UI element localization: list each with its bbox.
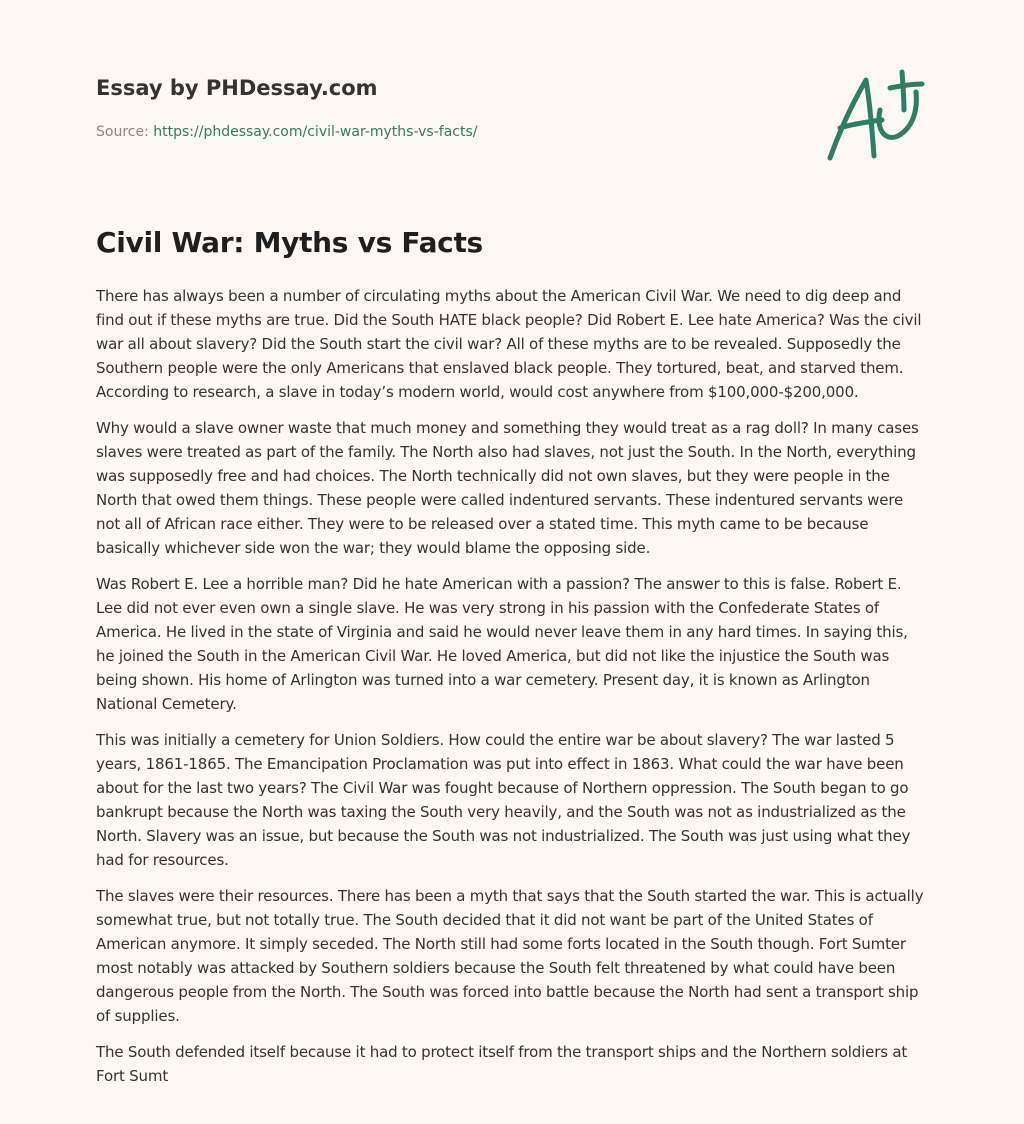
essay-paragraph: The South defended itself because it had to protect itself from the transport ships and the Northern soldiers at Fort Sumt (96, 1043, 908, 1085)
essay-paragraph: This was initially a cemetery for Union Soldiers. How could the entire war be about slavery? The war lasted 5 years, 1861-1865. The Emancipation Proclamation was put into effect in 1863. What could the war have been about for the last two years? The Civil War was fought because of Northern oppression. The South began to go bankrupt because the North was taxing the South very heavily, and the South was not as industrialized as the North. Slavery was an issue, but because the South was not industrialized. The South was just using what they had for resources. (96, 731, 911, 869)
essay-body (96, 284, 928, 1100)
essay-paragraph: There has always been a number of circulating myths about the American Civil War. We need to dig deep and find out if these myths are true. Did the South HATE black people? Did Robert E. Lee hate America? Was the civil war all about slavery? Did the South start the civil war? All of these myths are to be revealed. Supposedly the Southern people were the only Americans that enslaved black people. They tortured, beat, and starved them. According to research, a slave in today’s modern world, would cost anywhere from $100,000-$200,000. (96, 287, 922, 401)
source-line (96, 124, 477, 140)
a-plus-logo-icon (818, 68, 928, 168)
essay-paragraph: Was Robert E. Lee a horrible man? Did he hate American with a passion? The answer to this is false. Robert E. Lee did not ever even own a single slave. He was very strong in his passion with the Confederate States of America. He lived in the state of Virginia and said he would never leave them in any hard times. In saying this, he joined the South in the American Civil War. He loved America, but did not like the injustice the South was being shown. His home of Arlington was turned into a war cemetery. Present day, it is known as Arlington National Cemetery. (96, 575, 908, 713)
source-link[interactable]: https://phdessay.com/civil-war-myths-vs-facts/ (153, 124, 478, 140)
essay-paragraph: Why would a slave owner waste that much money and something they would treat as a rag doll? In many cases slaves were treated as part of the family. The North also had slaves, not just the South. In the North, everything was supposedly free and had choices. The North technically did not own slaves, but they were people in the North that owed them things. These people were called indentured servants. These indentured servants were not all of African race either. They were to be released over a stated time. This myth came to be because basically whichever side won the war; they would blame the opposing side. (96, 419, 919, 557)
essay-title: Civil War: Myths vs Facts (96, 226, 483, 259)
site-brand: Essay by PHDessay.com (96, 76, 378, 100)
source-label: Source: (96, 124, 154, 140)
essay-paragraph: The slaves were their resources. There has been a myth that says that the South started the war. This is actually somewhat true, but not totally true. The South decided that it did not want be part of the United States of American anymore. It simply seceded. The North still had some forts located in the South though. Fort Sumter most notably was attacked by Southern soldiers because the South felt threatened by what could have been dangerous people from the North. The South was forced into battle because the North had sent a transport ship of supplies. (96, 887, 924, 1025)
